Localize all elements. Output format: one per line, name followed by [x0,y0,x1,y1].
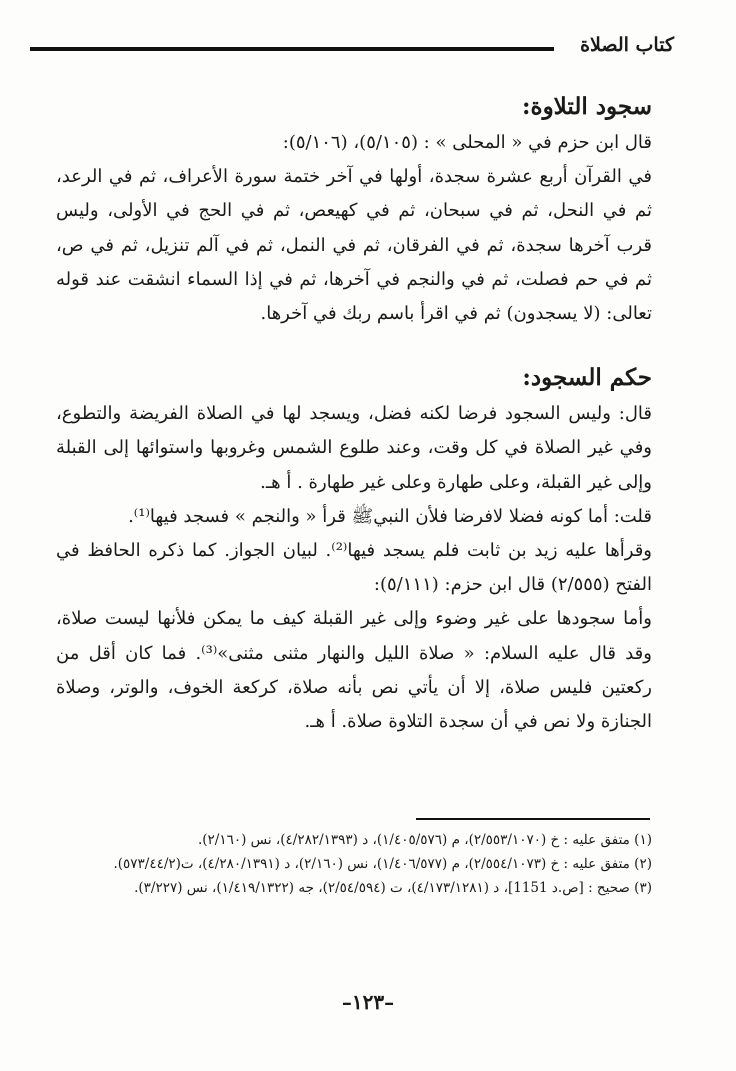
header-title: كتاب الصلاة [580,34,674,56]
section-heading-sujud-tilawa: سجود التلاوة: [522,93,652,120]
footnotes [56,828,652,900]
footnote-2: (٢) متفق عليه : خ (٢/٥٥٤/١٠٧٣)، م (١/٤٠٦/٥٧٧)، نس (٢/١٦٠)، د (٤/٢٨٠/١٣٩١)، ت(٥٧٣/٤٤/٢). [113,856,652,872]
section-gap [56,331,652,359]
footnote-rule [416,818,650,820]
section-heading-hukm-sujud: حكم السجود: [522,364,652,392]
running-header [30,34,674,64]
paragraph: وأما سجودها على غير وضوء وإلى غير القبلة كيف ما يمكن فلأنها ليست صلاة، وقد قال عليه السلام: « صلاة الليل والنهار مثنى مثنى»⁽³⁾. فما كان أقل من ركعتين فليس صلاة، إلا أن يأتي نص بأنه صلاة، كركعة الخوف، والوتر، وصلاة الجنازة ولا نص في أن سجدة التلاوة صلاة. أ هـ. [56,608,652,733]
main-text [56,88,652,739]
header-rule [30,47,554,51]
footnote-3: (٣) صحيح : [ص.د 1151]، د (٤/١٧٣/١٢٨١)، ت (٢/٥٤/٥٩٤)، جه (١/٤١٩/١٣٢٢)، نس (٣/٢٢٧). [134,880,652,896]
paragraph: قال ابن حزم في « المحلى » : (٥/١٠٥)، (٥/١٠٦): [282,132,652,153]
paragraph: قلت: أما كونه فضلا لافرضا فلأن النبيﷺ قرأ « والنجم » فسجد فيها⁽¹⁾. [128,505,652,527]
footnote-1: (١) متفق عليه : خ (٢/٥٥٣/١٠٧٠)، م (١/٤٠٥/٥٧٦)، د (٤/٢٨٢/١٣٩٣)، نس (٢/١٦٠). [197,832,652,848]
paragraph: وقرأها عليه زيد بن ثابت فلم يسجد فيها⁽²⁾. لبيان الجواز. كما ذكره الحافظ في الفتح (٢/٥٥٥) قال ابن حزم: (٥/١١١): [56,540,652,596]
paragraph: في القرآن أربع عشرة سجدة، أولها في آخر ختمة سورة الأعراف، ثم في الرعد، ثم في النحل، ثم في سبحان، ثم في كهيعص، ثم في الحج في الأولى، وليس قرب آخرها سجدة، ثم في الفرقان، ثم في النمل، ثم في آلم تنزيل، ثم في ص، ثم في حم فصلت، ثم في والنجم في آخرها، ثم في إذا السماء انشقت عند قوله تعالى: (لا يسجدون) ثم في اقرأ باسم ربك في آخرها. [56,166,652,325]
paragraph: قال: وليس السجود فرضا لكنه فضل، ويسجد لها في الصلاة الفريضة والتطوع، وفي غير الصلاة في كل وقت، وعند طلوع الشمس وغروبها واستوائها إلى القبلة وإلى غير القبلة، وعلى طهارة وعلى غير طهارة . أ هـ. [56,403,652,493]
page-number: –١٢٣– [341,990,395,1014]
